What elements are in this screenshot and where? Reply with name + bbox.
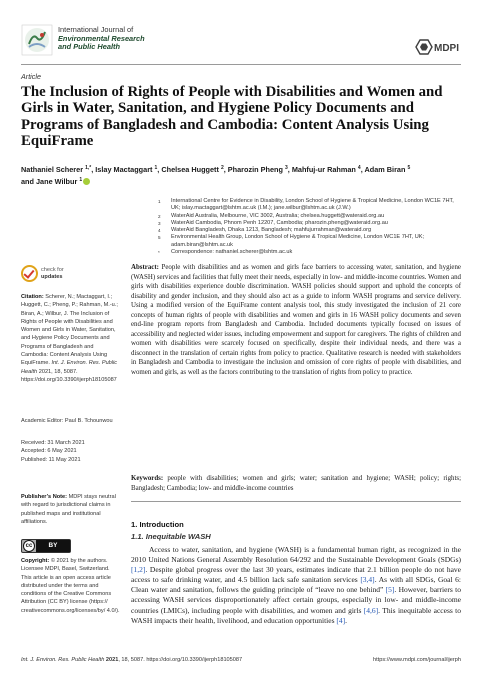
affiliation-text: WaterAid Bangladesh, Dhaka 1213, Bangladesh; mahfujurrahman@wateraid.org [171,227,372,234]
affiliation-item [158,220,463,227]
citation-text: Scherer, N.; Mactaggart, I.; Huggett, C.; Pheng, P.; Rahman, M.-u.; Biran, A.; Wilbur, J. The Inclusion of Rights of People with Disabilities and Women and Girls in Water, Sanitation, and Hygiene Policy Documents and Programs of Bangladesh and Cambodia: Content Analysis Using EquiFrame. [21,294,118,367]
author-name[interactable]: Mahfuj-ur Rahman [291,165,356,174]
check-updates-icon [21,265,38,282]
mdpi-logo[interactable] [412,38,460,56]
copyright-label: Copyright: [21,558,50,564]
author-list [21,163,461,188]
copyright-notice [21,557,121,615]
author-name[interactable]: Jane Wilbur [36,177,78,187]
accepted-date: Accepted: 6 May 2021 [21,448,77,455]
affiliation-text: International Centre for Evidence in Disability, London School of Hygiene & Tropical Medicine, London WC1E 7HT, UK; islay.mactaggart@lshtm.ac.uk (I.M.); jane.wilbur@lshtm.ac.uk (J.W.) [171,198,454,212]
footer-year: 2021 [104,657,119,663]
journal-logo [21,24,53,56]
affiliation-list [158,198,463,256]
author-affiliation-mark: 4 [357,165,361,171]
body-text: . Despite global progress over the last 30 years, estimates indicate that 2.1 billion people do not have access to safe drinking water, and 4.5 billion lack safe sanitation services [131,565,461,585]
check-updates-line1: check for [41,267,64,273]
abstract [131,263,461,378]
affiliation-text: WaterAid Australia, Melbourne, VIC 3002, Australia; chelsea.huggett@wateraid.org.au [171,212,385,219]
footer-journal-url[interactable]: https://www.mdpi.com/journal/ijerph [373,657,461,663]
affiliation-item [158,227,463,234]
author-affiliation-mark: 1,* [85,165,92,171]
citation-link[interactable]: [5] [385,585,395,595]
affiliation-item [158,198,463,213]
author-affiliation-mark: 5 [407,165,411,171]
citation-link[interactable]: [1,2] [131,565,146,575]
author-separator: , [287,165,292,174]
affiliation-mark: 1 [158,199,161,204]
affiliation-mark: 3 [158,220,161,226]
abstract-text: People with disabilities and as women and girls face barriers to accessing water, sanitation, and hygiene (WASH) services and facilities that fully meet their needs, especially in low- and middle-income countries. Women and girls with disabilities experience double discrimination. WASH policies should support and uphold the concepts of disability and gender inclusion, and they should also act as a guide to inform WASH programs and service delivery. Using a modified version of the EquiFrame content analysis tool, this study investigated the inclusion of 21 core concepts of human rights of people with disabilities and women and girls in 16 WASH policy documents and seven end-line program reports from Bangladesh and Cambodia. Included documents typically focused on issues of accessibility and neglected wider issues, including empowerment and support for caregivers. The rights of children and women with disabilities were scarcely focused on specifically, despite their individual needs, and there was a disconnect in the translation of certain rights from policy to practice. Qualitative research is needed with stakeholders in Bangladesh and Cambodia to investigate the inclusion and omission of core rights of people with disabilities, and women and girls, as well as the factors contributing to the translation of rights from policy to practice. [131,264,461,377]
keywords-text: people with disabilities; women and girls; water; sanitation and hygiene; WASH; policy; rights; Bangladesh; Cambodia; low- and middle-income countries [131,475,461,492]
citation-link[interactable]: [4,6] [363,605,379,615]
article-type: Article [21,72,41,81]
footer-citation [21,657,242,663]
received-date: Received: 31 March 2021 [21,440,85,446]
author-name[interactable]: Chelsea Huggett [161,165,219,174]
author-affiliation-mark: 1 [154,165,158,171]
journal-name-line3: and Public Health [58,42,121,52]
citation-link[interactable]: [3,4] [360,575,375,585]
citation-journal: Int. J. Environ. Res. Public Health [21,360,118,375]
affiliation-mark: 2 [158,213,161,219]
body-text: . [345,615,347,625]
author-separator: and [21,177,36,187]
check-updates-line2: updates [41,273,63,280]
affiliation-text: WaterAid Cambodia, Phnom Penh 12207, Cambodia; pharozin.pheng@wateraid.org.au [171,219,388,226]
keywords-divider [131,501,461,502]
author-name[interactable]: Islay Mactaggart [95,165,153,174]
publisher-note [21,493,121,526]
author-separator: , [91,165,96,174]
citation-link[interactable]: [4] [336,615,346,625]
publisher-note-label: Publisher’s Note: [21,494,68,500]
author-affiliation-mark: 2 [220,165,224,171]
author-name[interactable]: Adam Biran [364,165,406,174]
cc-icon: cc [23,540,35,552]
body-text: Access to water, sanitation, and hygiene (WASH) is a fundamental human right, as recognized in the 2010 United Nations General Assembly Resolution 64/292 and the Sustainable Development Goals (SDGs) [131,545,461,565]
article-title: The Inclusion of Rights of People with Disabilities and Women and Girls in Water, Sanitation, and Hygiene Policy Documents and Programs of Bangladesh and Cambodia: Content Analysis Using EquiFrame [21,84,443,150]
affiliation-item [158,249,463,256]
orcid-icon[interactable] [83,178,90,185]
keywords [131,474,461,493]
author-name[interactable]: Pharozin Pheng [227,165,283,174]
body-text: . As with all SDGs, Goal 6: Clean water and sanitation, follows the guiding principle of “leave no one behind” [131,575,461,595]
author-affiliation-mark: 3 [284,165,288,171]
cc-by-license-badge[interactable] [21,539,71,553]
journal-name [58,26,145,52]
citation-block [21,293,121,384]
journal-name-line1: International Journal of [58,25,134,34]
author-affiliation-mark: 1 [79,177,83,184]
publication-dates [21,439,121,464]
affiliation-mark: * [158,250,160,256]
author-name[interactable]: Nathaniel Scherer [21,165,84,174]
footer-volume-doi[interactable]: , 18, 5087. https://doi.org/10.3390/ijerph18105087 [118,657,243,663]
abstract-label: Abstract: [131,264,159,271]
publisher-note-text: MDPI stays neutral with regard to jurisdictional claims in published maps and institutional affiliations. [21,494,116,525]
section-heading: 1. Introduction [131,520,184,529]
affiliation-mark: 4 [158,228,161,234]
header-divider [21,64,461,65]
check-for-updates-button[interactable] [21,264,81,284]
subsection-heading: 1.1. Inequitable WASH [131,532,211,541]
author-separator: , [223,165,228,174]
journal-name-line2: Environmental Research [58,33,145,43]
footer-journal: Int. J. Environ. Res. Public Health [21,657,105,663]
published-date: Published: 11 May 2021 [21,456,81,463]
affiliation-text: Correspondence: nathaniel.scherer@lshtm.ac.uk [171,249,293,256]
affiliation-mark: 5 [158,235,161,241]
body-text: . This inequitable access to WASH impacts their health, livelihood, and education opportunities [131,605,461,625]
check-updates-label [41,267,64,280]
by-icon: BY [36,540,70,552]
academic-editor: Academic Editor: Paul B. Tchounwou [21,418,113,424]
body-text: . However, barriers to accessing WASH services disproportionately affect certain groups, especially in low- and middle-income countries (LMICs), including people with disabilities, and women and girls [131,585,461,615]
keywords-label: Keywords: [131,475,164,482]
citation-doi[interactable]: 2021, 18, 5087. https://doi.org/10.3390/ijerph18105087 [21,368,117,383]
copyright-text: © 2021 by the authors. Licensee MDPI, Basel, Switzerland. This article is an open access article distributed under the terms and conditions of the Creative Commons Attribution (CC BY) license (https:// creativecommons.org/licenses/by/ 4.0/). [21,558,120,614]
introduction-paragraph [131,545,461,626]
affiliation-text: Environmental Health Group, London School of Hygiene & Tropical Medicine, London WC1E 7HT, UK; adam.biran@lshtm.ac.uk [171,234,425,248]
affiliation-item [158,213,463,220]
author-separator: , [360,165,365,174]
author-separator: , [157,165,162,174]
citation-label: Citation: [21,294,44,300]
publisher-name: MDPI [434,43,459,55]
affiliation-item [158,234,463,249]
